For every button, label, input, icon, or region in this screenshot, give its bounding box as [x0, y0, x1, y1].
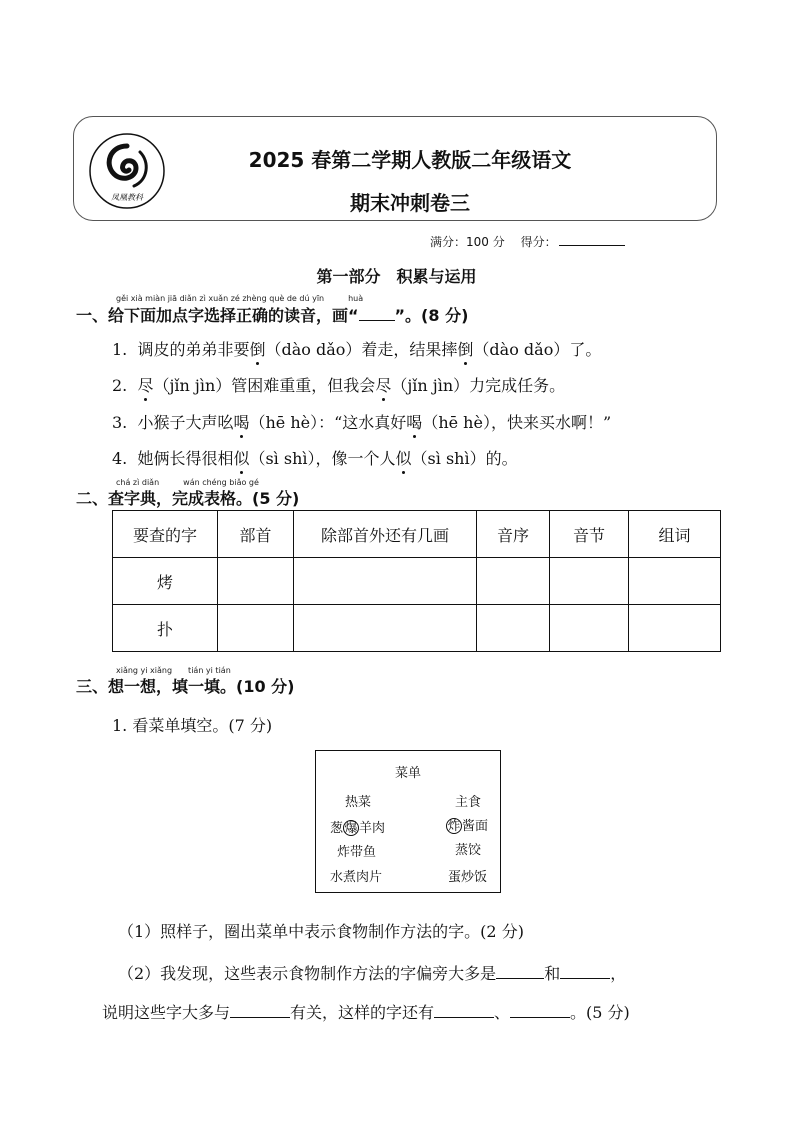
p2-text: 和	[544, 964, 561, 983]
q1-title-b: ”。(8 分)	[394, 306, 469, 325]
q1-item-4	[112, 446, 518, 469]
q1-item-3	[112, 410, 611, 433]
dotted-char: 倒	[457, 340, 474, 359]
p3-text: 。(5 分)	[570, 1003, 630, 1022]
page-title: 2025 春第二学期人教版二年级语文	[248, 148, 572, 172]
answer-cell[interactable]	[218, 605, 294, 652]
table-header-row	[113, 511, 721, 558]
q3-p2	[118, 961, 626, 984]
item-text: 小猴子大声吆	[137, 413, 234, 432]
menu-char: 羊肉	[359, 821, 386, 836]
menu-col2-head: 主食	[455, 795, 482, 810]
q1-title	[76, 303, 468, 326]
score-blank[interactable]	[559, 234, 625, 246]
item-text: 她俩长得很相	[137, 449, 234, 468]
p2-text: ，	[610, 964, 627, 983]
menu-item: 蒸饺	[455, 843, 482, 858]
item-choice[interactable]: （sì shì）的。	[411, 449, 518, 468]
answer-cell[interactable]	[550, 605, 629, 652]
q1-pinyin: gěi xià miàn jiā diǎn zì xuǎn zé zhèng què de dú yīn huà	[116, 294, 364, 303]
q3-p1: （1）照样子，圈出菜单中表示食物制作方法的字。(2 分)	[118, 922, 524, 941]
answer-cell[interactable]	[218, 558, 294, 605]
item-text: 调皮的弟弟非要	[137, 340, 250, 359]
dotted-char: 喝	[233, 413, 250, 432]
q1-item-1	[112, 337, 601, 360]
menu-item	[330, 817, 385, 836]
full-score: 满分：100 分	[430, 235, 505, 249]
table-cell: 烤	[113, 558, 218, 605]
svg-text:凤凰教科: 凤凰教科	[111, 193, 143, 202]
p3-text: 有关，这样的字还有	[290, 1003, 435, 1022]
answer-cell[interactable]	[294, 558, 477, 605]
menu-title: 菜单	[394, 766, 421, 781]
answer-cell[interactable]	[629, 558, 721, 605]
menu-box	[315, 750, 501, 893]
menu-item: 蛋炒饭	[448, 870, 488, 885]
menu-item: 水煮肉片	[330, 870, 383, 885]
table-row	[113, 558, 721, 605]
logo-icon	[88, 132, 166, 210]
item-num: 2.	[112, 376, 128, 395]
q3-p3	[102, 1000, 630, 1023]
q1-item-2	[112, 373, 565, 396]
table-header: 部首	[218, 511, 294, 558]
dictionary-table	[112, 510, 721, 652]
q2-pinyin: chá zì diǎn wán chéng biǎo gé	[116, 478, 259, 487]
part-title: 第一部分 积累与运用	[316, 267, 477, 286]
menu-char: 酱面	[462, 819, 489, 834]
item-num: 1.	[112, 340, 128, 359]
answer-blank[interactable]	[510, 1003, 570, 1018]
dotted-char: 似	[233, 449, 250, 468]
menu-item: 炸带鱼	[337, 845, 377, 860]
circled-char[interactable]: 爆	[344, 821, 358, 836]
score-label: 得分：	[520, 235, 557, 249]
answer-blank[interactable]	[560, 964, 610, 979]
q1-title-a: 一、给下面加点字选择正确的读音，画“	[76, 306, 359, 325]
table-header: 组词	[629, 511, 721, 558]
item-choice[interactable]: （hē hè），快来买水啊！”	[422, 413, 612, 432]
p3-text: 、	[494, 1003, 511, 1022]
page-subtitle: 期末冲刺卷三	[350, 191, 470, 215]
circled-char[interactable]: 炸	[447, 819, 461, 834]
dotted-char: 尽	[137, 376, 154, 395]
dotted-char: 尽	[375, 376, 392, 395]
answer-blank[interactable]	[230, 1003, 290, 1018]
item-choice[interactable]: （jǐn jìn）管困难重重，但我会	[153, 376, 376, 395]
item-choice[interactable]: （jǐn jìn）力完成任务。	[391, 376, 566, 395]
table-cell: 扑	[113, 605, 218, 652]
table-row	[113, 605, 721, 652]
q1-title-blank	[359, 306, 395, 321]
table-header: 音序	[477, 511, 550, 558]
dotted-char: 喝	[406, 413, 423, 432]
table-header: 音节	[550, 511, 629, 558]
p2-text: （2）我发现，这些表示食物制作方法的字偏旁大多是	[118, 964, 497, 983]
menu-col1-head: 热菜	[345, 795, 372, 810]
score-line	[430, 233, 625, 250]
answer-cell[interactable]	[550, 558, 629, 605]
menu-item	[446, 815, 488, 834]
item-choice[interactable]: （hē hè）：“这水真好	[249, 413, 407, 432]
item-choice[interactable]: （dào dǎo）着走，结果摔	[265, 340, 458, 359]
dotted-char: 似	[395, 449, 412, 468]
q2-title: 二、查字典，完成表格。(5 分)	[76, 489, 300, 508]
p3-text: 说明这些字大多与	[102, 1003, 231, 1022]
dotted-char: 倒	[249, 340, 266, 359]
answer-cell[interactable]	[629, 605, 721, 652]
menu-char: 葱	[330, 821, 344, 836]
table-header: 除部首外还有几画	[294, 511, 477, 558]
q3-title: 三、想一想，填一填。(10 分)	[76, 677, 295, 696]
item-choice[interactable]: （sì shì），像一个人	[249, 449, 396, 468]
answer-cell[interactable]	[477, 605, 550, 652]
q3-sub1: 1. 看菜单填空。(7 分)	[112, 716, 273, 735]
item-choice[interactable]: （dào dǎo）了。	[473, 340, 602, 359]
item-num: 3.	[112, 413, 128, 432]
answer-blank[interactable]	[496, 964, 544, 979]
answer-blank[interactable]	[434, 1003, 494, 1018]
q3-pinyin: xiǎng yi xiǎng tián yi tián	[116, 666, 231, 675]
answer-cell[interactable]	[294, 605, 477, 652]
answer-cell[interactable]	[477, 558, 550, 605]
item-num: 4.	[112, 449, 128, 468]
table-header: 要查的字	[113, 511, 218, 558]
